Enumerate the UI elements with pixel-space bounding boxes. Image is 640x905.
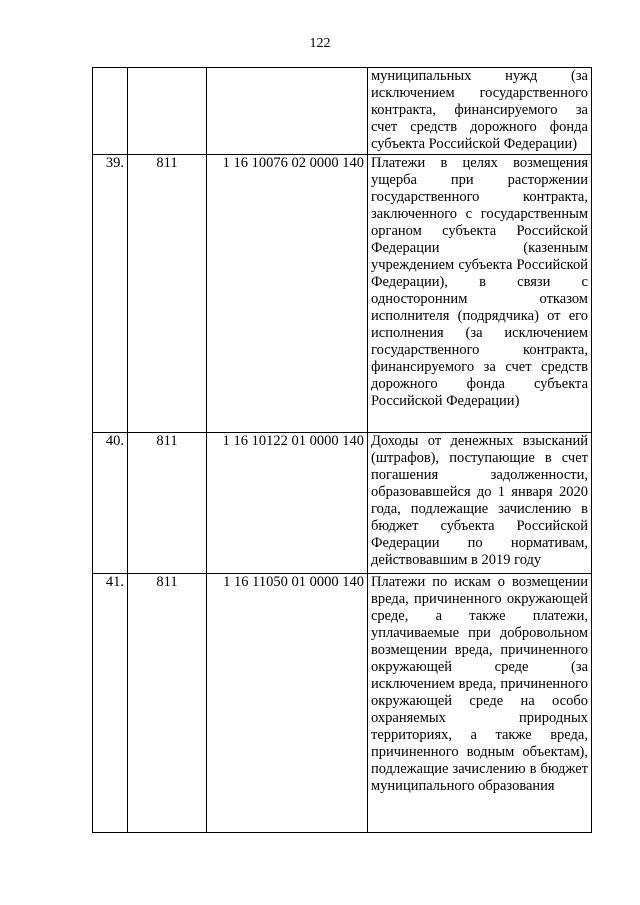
table-row [93,433,592,574]
revenue-description: Доходы от денежных взысканий (штрафов), поступающие в счет погашения задолженности, образовавшейся до 1 января 2020 года, подлежащие зачислению в бюджет субъекта Российской Федерации по нормативам, действовавшим в 2019 году [368,433,592,574]
table-row [93,155,592,433]
admin-code [128,68,207,155]
admin-code: 811 [128,574,207,833]
row-number: 40. [93,433,128,574]
admin-code: 811 [128,155,207,433]
row-number [93,68,128,155]
budget-classification-code [207,68,368,155]
revenue-description: Платежи в целях возмещения ущерба при расторжении государственного контракта, заключенного с государственным органом субъекта Российской Федерации (казенным учреждением субъекта Российской Федерации), в связи с односторонним отказом исполнителя (подрядчика) от его исполнения (за исключением государственного контракта, финансируемого за счет средств дорожного фонда субъекта Российской Федерации) [368,155,592,433]
revenue-description: Платежи по искам о возмещении вреда, причиненного окружающей среде, а также платежи, уплачиваемые при добровольном возмещении вреда, причиненного окружающей среде (за исключением вреда, причиненного окружающей среде на особо охраняемых природных территориях, а также вреда, причиненного водным объектам), подлежащие зачислению в бюджет муниципального образования [368,574,592,833]
revenue-description: муниципальных нужд (за исключением государственного контракта, финансируемого за счет средств дорожного фонда субъекта Российской Федерации) [368,68,592,155]
page-number: 122 [309,36,331,51]
budget-classification-code: 1 16 11050 01 0000 140 [207,574,368,833]
revenue-codes-table [92,67,592,833]
budget-classification-code: 1 16 10122 01 0000 140 [207,433,368,574]
budget-classification-code: 1 16 10076 02 0000 140 [207,155,368,433]
table-row [93,574,592,833]
admin-code: 811 [128,433,207,574]
row-number: 39. [93,155,128,433]
row-number: 41. [93,574,128,833]
table-row [93,68,592,155]
